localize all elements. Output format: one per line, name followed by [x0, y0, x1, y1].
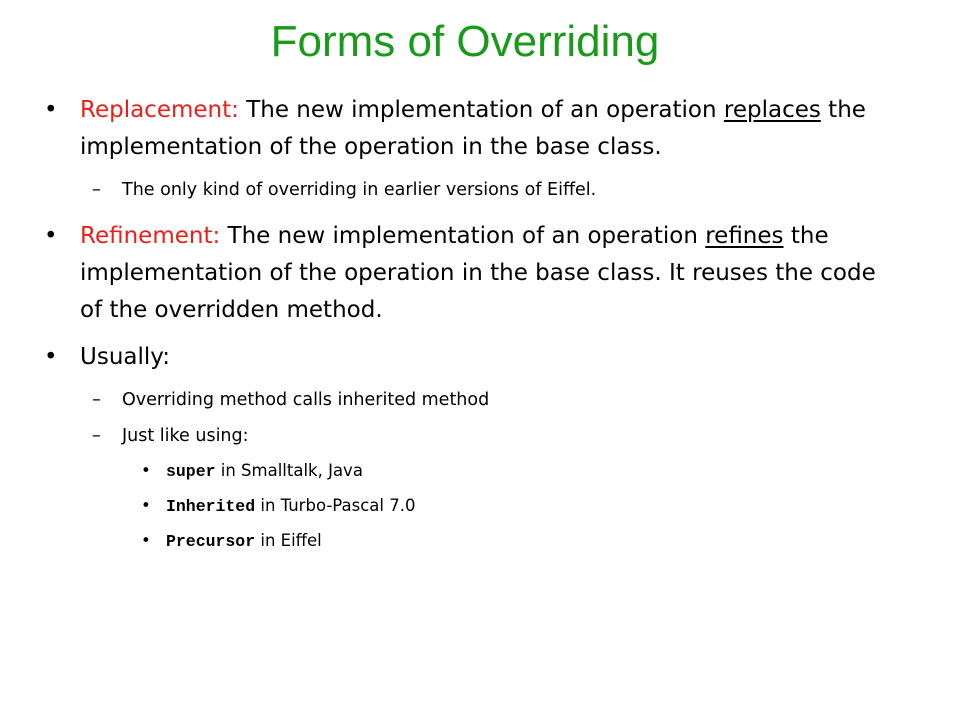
small-bullet-icon: • — [141, 531, 151, 550]
code-keyword: Precursor — [166, 532, 256, 551]
code-keyword: Inherited — [166, 497, 256, 516]
replacement-label: Replacement: — [80, 97, 239, 123]
replacement-text-after: the implementation of the operation in the base class. — [80, 97, 866, 160]
bullet-dot-icon: • — [44, 344, 58, 370]
sub-bullet-text: The only kind of overriding in earlier versions of Eiffel. — [122, 180, 597, 200]
bullet-dot-icon: • — [44, 97, 58, 123]
dash-icon: – — [92, 426, 101, 446]
replacement-text-before: The new implementation of an operation — [238, 97, 724, 123]
refinement-label: Refinement: — [80, 223, 221, 249]
subsub-bullet-super — [44, 458, 904, 485]
dash-icon: – — [92, 390, 101, 410]
bullet-usually — [44, 339, 904, 376]
dash-icon: – — [92, 180, 101, 200]
bullet-refinement — [44, 218, 904, 329]
slide-body — [44, 92, 904, 563]
sub-bullet-just-like — [44, 422, 904, 450]
small-bullet-icon: • — [141, 461, 151, 480]
refinement-text-after: the implementation of the operation in the base class. It reuses the code of the overridden method. — [80, 223, 876, 323]
bullet-replacement — [44, 92, 904, 166]
usually-text: Usually: — [80, 344, 170, 370]
replacement-underlined: replaces — [723, 97, 821, 123]
sub-bullet-eiffel — [44, 176, 904, 204]
sub-bullet-overriding — [44, 386, 904, 414]
bullet-dot-icon: • — [44, 223, 58, 249]
subsub-text: in Smalltalk, Java — [215, 461, 363, 480]
subsub-text: in Turbo-Pascal 7.0 — [255, 496, 416, 515]
refinement-underlined: refines — [705, 223, 784, 249]
slide-title: Forms of Overriding — [270, 17, 660, 66]
subsub-bullet-precursor — [44, 528, 904, 555]
sub-bullet-text: Overriding method calls inherited method — [122, 390, 490, 410]
code-keyword: super — [166, 462, 216, 481]
refinement-text-before: The new implementation of an operation — [220, 223, 706, 249]
small-bullet-icon: • — [141, 496, 151, 515]
subsub-text: in Eiffel — [255, 531, 322, 550]
subsub-bullet-inherited — [44, 493, 904, 520]
sub-bullet-text: Just like using: — [122, 426, 249, 446]
